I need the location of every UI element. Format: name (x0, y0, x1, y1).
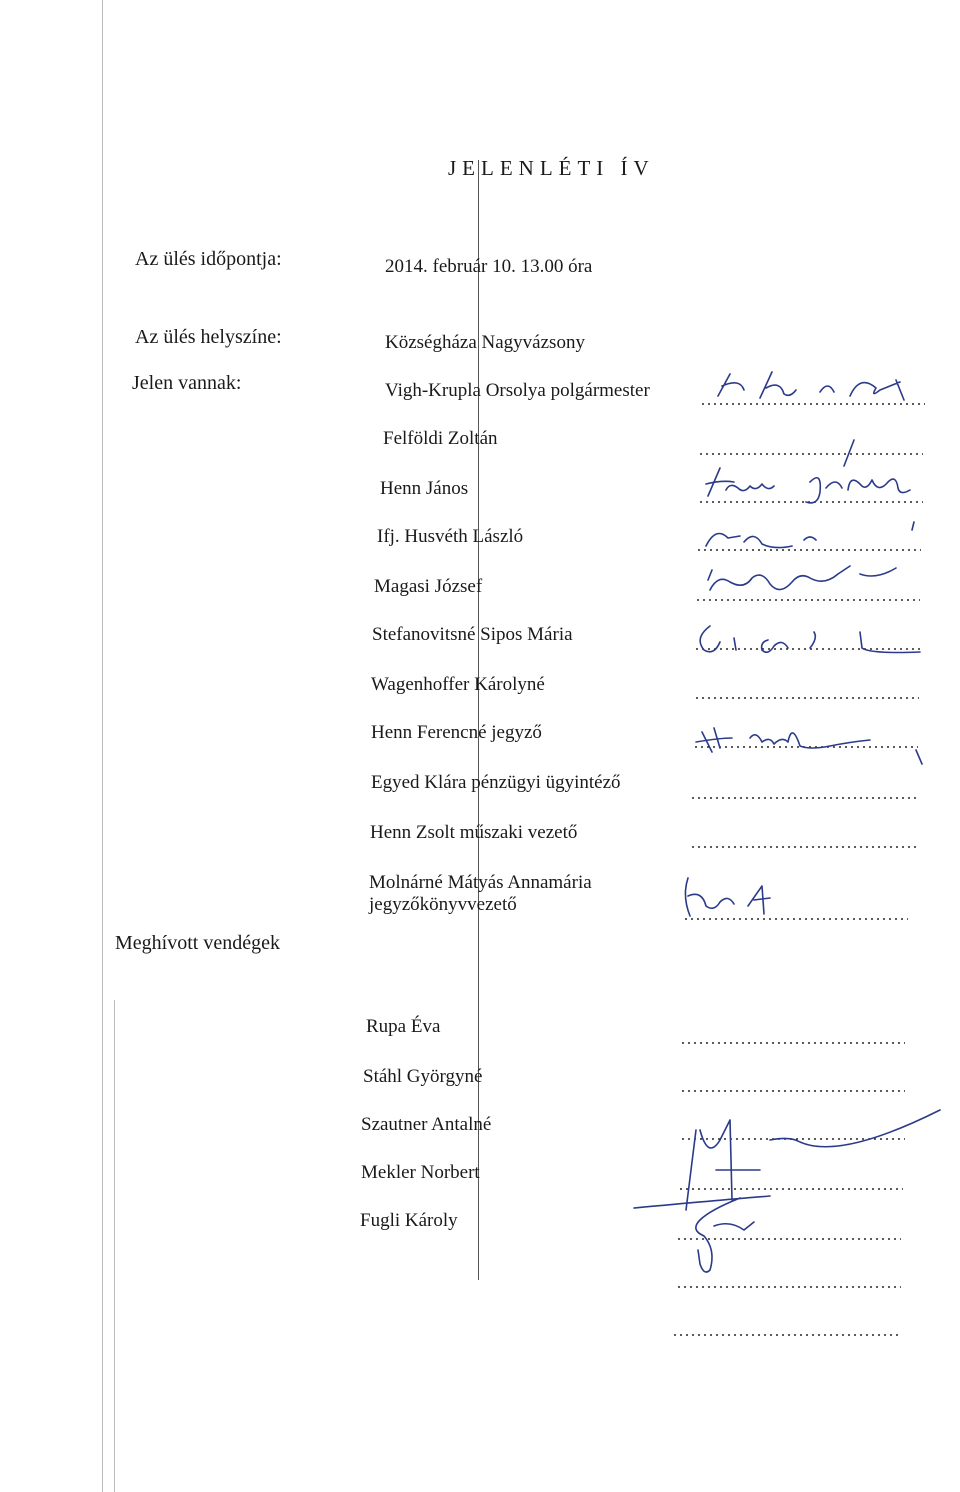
guests-label: Meghívott vendégek (115, 932, 280, 954)
signature-line (680, 1090, 905, 1092)
date-value: 2014. február 10. 13.00 óra (385, 256, 593, 277)
date-label: Az ülés időpontja: (135, 248, 282, 270)
attendee-name: Felföldi Zoltán (383, 428, 498, 449)
guest-name: Stáhl Györgyné (363, 1066, 483, 1087)
signature-image (690, 618, 940, 662)
signature-image (620, 1100, 960, 1280)
guest-name: Szautner Antalné (361, 1114, 492, 1135)
place-label: Az ülés helyszíne: (135, 326, 282, 348)
attendee-name: Egyed Klára pénzügyi ügyintéző (371, 772, 621, 793)
attendee-name: Stefanovitsné Sipos Mária (372, 624, 573, 645)
attendee-name: Henn János (380, 478, 469, 499)
attendee-name: Henn Ferencné jegyző (371, 722, 542, 743)
signature-image (700, 560, 940, 612)
present-label: Jelen vannak: (132, 372, 242, 394)
place-value: Községháza Nagyvázsony (385, 332, 585, 353)
signature-image (690, 712, 950, 772)
attendee-name: Molnárné Mátyás Annamária (369, 872, 592, 893)
signature-line (690, 846, 918, 848)
guest-name: Mekler Norbert (361, 1162, 480, 1183)
attendee-name: Wagenhoffer Károlyné (371, 674, 545, 695)
attendee-name: Vigh-Krupla Orsolya polgármester (385, 380, 650, 401)
fold-line-left (102, 0, 103, 1492)
guest-name: Rupa Éva (366, 1016, 441, 1037)
signature-line (672, 1334, 900, 1336)
guest-name: Fugli Károly (360, 1210, 458, 1231)
fold-line-center (478, 160, 479, 1280)
attendee-role: jegyzőkönyvvezető (369, 894, 517, 915)
signature-image (700, 368, 930, 416)
signature-line (676, 1286, 901, 1288)
fold-line-left-2 (114, 1000, 115, 1492)
signature-image (678, 866, 778, 926)
attendee-name: Ifj. Husvéth László (377, 526, 524, 547)
signature-image (700, 520, 940, 560)
signature-line (690, 797, 920, 799)
attendee-name: Magasi József (374, 576, 483, 597)
page-title: JELENLÉTI ÍV (448, 156, 655, 180)
signature-line (680, 1042, 905, 1044)
signature-line (698, 453, 923, 455)
signature-line (694, 697, 919, 699)
signature-image (700, 462, 960, 520)
attendee-name: Henn Zsolt műszaki vezető (370, 822, 578, 843)
